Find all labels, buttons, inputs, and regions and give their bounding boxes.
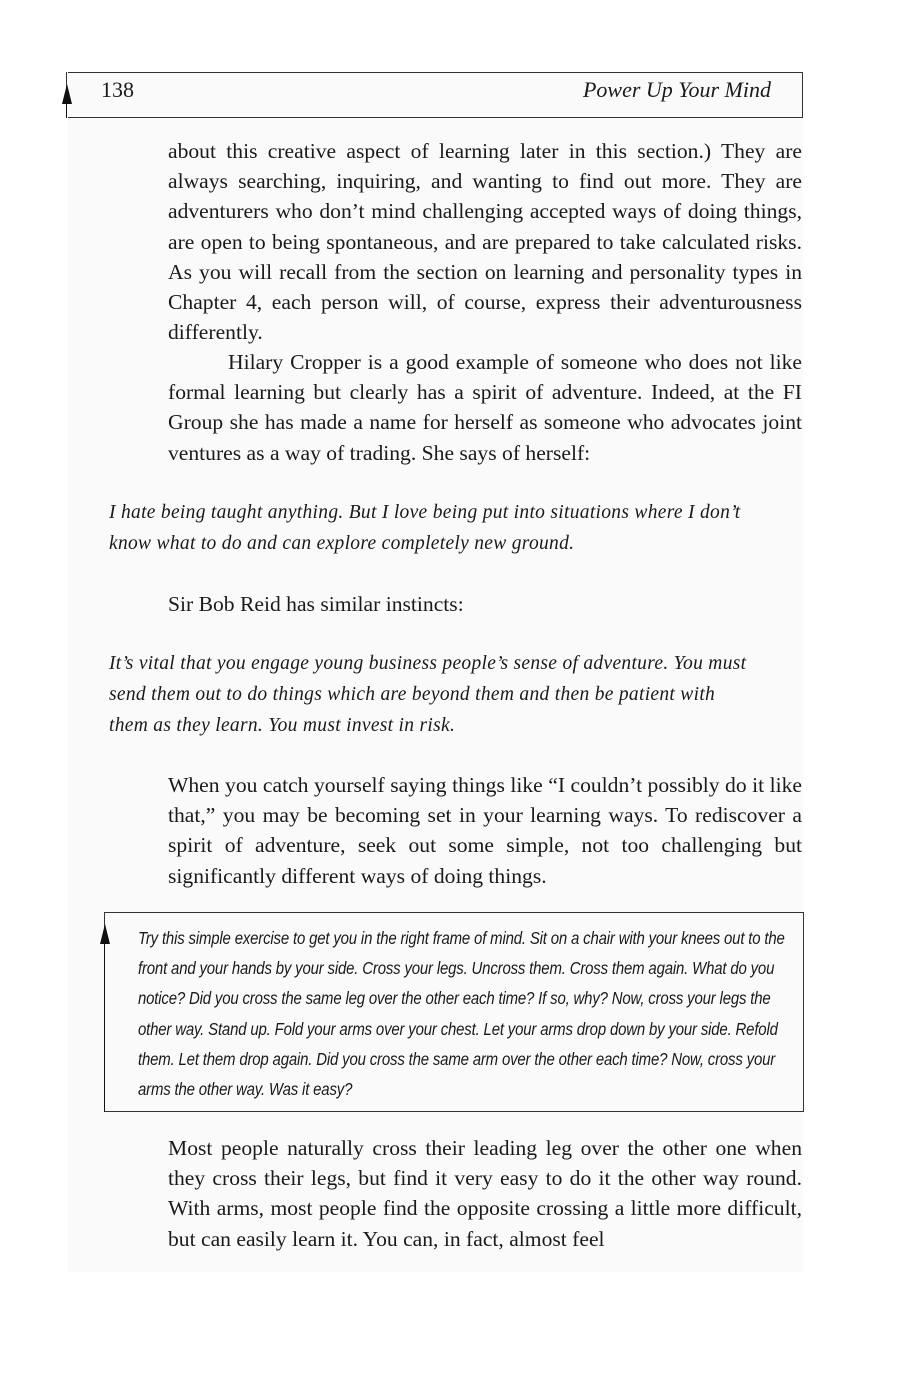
arrow-stem — [104, 940, 105, 1112]
body-paragraph-4: When you catch yourself saying things like “I couldn’t possibly do it like that,” you may be becoming set in your learning ways. To rediscover a spirit of adventure, seek out some simple, not too challenging but significantly different ways of doing things. — [168, 773, 802, 888]
body-paragraph-3: Sir Bob Reid has similar instincts: — [168, 592, 464, 616]
arrow-up-icon — [100, 924, 110, 944]
body-paragraph-1: about this creative aspect of learning later in this section.) They are always searching, inquiring, and wanting to find out more. They are adventurers who don’t mind challenging accepted ways of doing things, are open to being spontaneous, and are prepared to take calculated risks. As you will recall from the section on learning and personality types in Chapter 4, each person will, of course, express their adventurousness differently. — [168, 139, 802, 345]
body-paragraph-2: Hilary Cropper is a good example of someone who does not like formal learning but clearly has a spirit of adventure. Indeed, at the FI Group she has made a name for herself as someone who advocates joint ventures as a way of trading. She says of herself: — [168, 350, 802, 465]
quote-bob-reid: It’s vital that you engage young business people’s sense of adventure. You must send them out to do things which are beyond them and then be patient with them as they learn. You must invest in risk. — [109, 653, 747, 736]
page-number: 138 — [101, 77, 134, 102]
running-title: Power Up Your Mind — [582, 77, 771, 102]
arrow-up-icon — [62, 84, 72, 104]
quote-hilary-cropper: I hate being taught anything. But I love being put into situations where I don’t know what to do and can explore completely new ground. — [109, 502, 741, 554]
body-paragraph-5: Most people naturally cross their leading leg over the other one when they cross their legs, but find it very easy to do it the other way round. With arms, most people find the opposite crossing a little more difficult, but can easily learn it. You can, in fact, almost feel — [168, 1136, 802, 1251]
arrow-stem — [66, 100, 67, 118]
exercise-text: Try this simple exercise to get you in the right frame of mind. Sit on a chair with your knees out to the front and your hands by your side. Cross your legs. Uncross them. Cross them again. What do you notice? Did you cross the same leg over the other each time? If so, why? Now, cross your legs the other way. Stand up. Fold your arms over your chest. Let your arms drop down by your side. Refold them. Let them drop again. Did you cross the same arm over the other each time? Now, cross your arms the other way. Was it easy? — [138, 928, 785, 1100]
